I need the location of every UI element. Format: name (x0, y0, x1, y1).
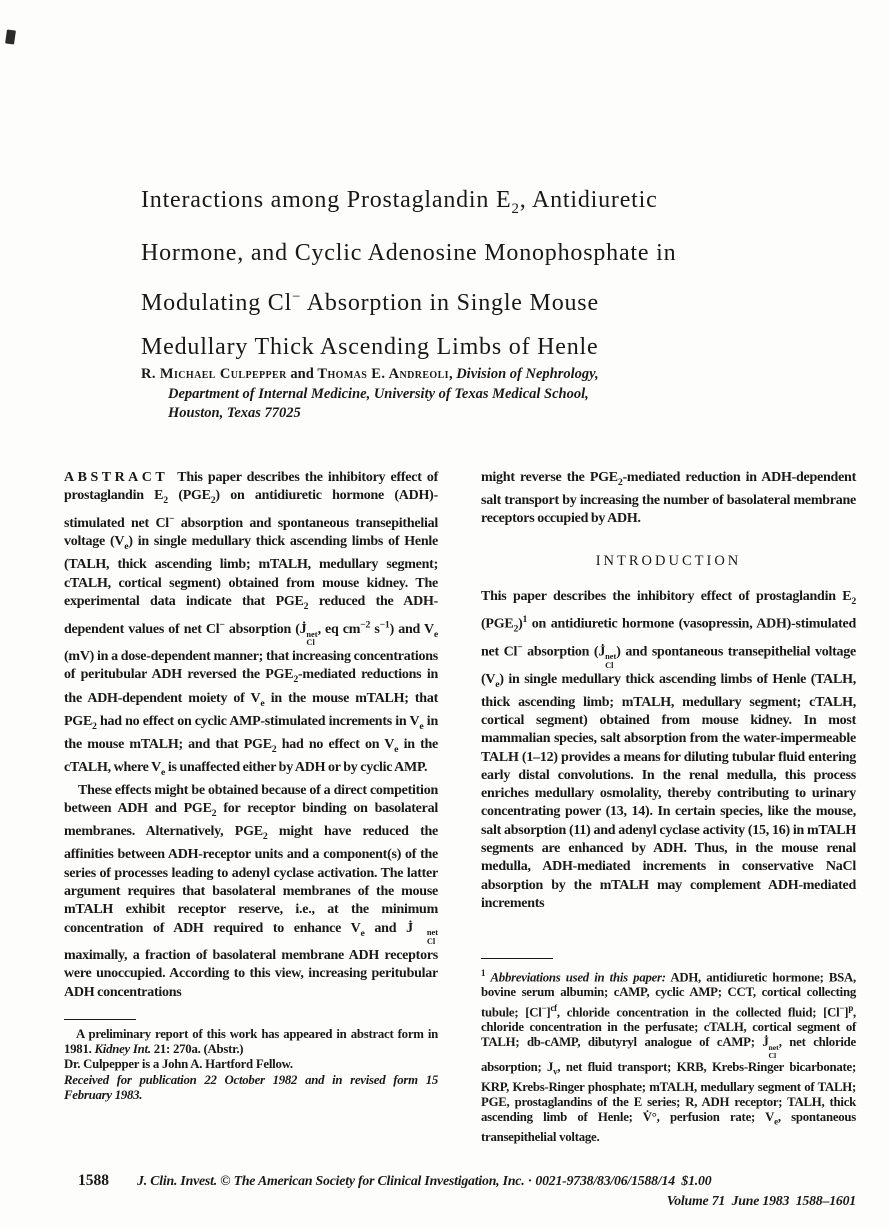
left-column (64, 469, 438, 1002)
abbreviations-footnote-block (481, 958, 856, 1145)
footnote-fellowship: Dr. Culpepper is a John A. Hartford Fellow. (64, 1057, 293, 1072)
abstract-continuation: might reverse the $PGE_2$-mediated reduction in ADH-dependent salt transport by increasing the number of basolateral membrane receptors occupied by ADH. (481, 470, 856, 527)
author-line-2: Department of Internal Medicine, University of Texas Medical School, (168, 385, 589, 402)
title-line-1: Interactions among Prostaglandin $E_2$, Antidiuretic (141, 187, 658, 217)
page-footer (64, 1172, 856, 1209)
title-line-3: Modulating Cl− Absorption in Single Mouse (141, 288, 599, 316)
abstract-paragraph-2: These effects might be obtained because of a direct competition between ADH and $PGE_2$ for receptor binding on basolateral membranes. Alternatively, $PGE_2$ might have reduced the affinities between ADH-receptor units and a component(s) of the series of processes leading to adenyl cyclase activation. The latter argument requires that basolateral membranes of the mouse mTALH exhibit receptor reserve, i.e., at the minimum concentration of ADH required to enhance $V_e$ and J̇ net Cl maximally, a fraction of basolateral membrane ADH receptors were unoccupied. According to this view, increasing peritubular ADH concentrations (64, 782, 439, 1000)
title-line-4: Medullary Thick Ascending Limbs of Henle (141, 333, 599, 360)
left-footnote-block (64, 1019, 438, 1103)
right-column (481, 469, 856, 913)
author-block (141, 365, 821, 424)
abbreviations-footnote-text: $^1$ Abbreviations used in this paper: ADH, antidiuretic hormone; BSA, bovine serum albumin; cAMP, cyclic AMP; CCT, cortical collecting tubule; $[Cl^-]^{cf}$, chloride concentration in the collected fluid; $[Cl^-]^p$, chloride concentration in the perfusate; cTALH, cortical segment of TALH; db-cAMP, dibutyryl analogue of cAMP; J̇ net Cl , net chloride absorption; $J_v$, net fluid transport; KRB, Krebs-Ringer bicarbonate; KRP, Krebs-Ringer phosphate; mTALH, medullary segment of TALH; PGE, prostaglandins of the E series; R, ADH receptor; TALH, thick ascending limb of Henle; V̇°, perfusion rate; $V_e$, spontaneous transepithelial voltage. (481, 968, 856, 1144)
volume-info: Volume 71 June 1983 1588–1601 (666, 1193, 856, 1208)
abstract-text-1: This paper describes the inhibitory effect of prostaglandin $E_2$ $(PGE_2)$ on antidiuretic hormone (ADH)-stimulated net Cl− absorption and spontaneous transepithelial voltage $(V_e)$ in single medullary thick ascending limbs of Henle (TALH, thick ascending limb; mTALH, medullary segment; cTALH, cortical segment) obtained from mouse kidney. The experimental data indicate that $PGE_2$ reduced the ADH-dependent values of net Cl− absorption (J̇ net Cl , eq $cm^{-2}$ $s^{-1}$) and $V_e$ (mV) in a dose-dependent manner; that increasing concentrations of peritubular ADH reversed the $PGE_2$-mediated reductions in the ADH-dependent moiety of $V_e$ in the mouse mTALH; that $PGE_2$ had no effect on cyclic AMP-stimulated increments in $V_e$ in the mouse mTALH; and that $PGE_2$ had no effect on $V_e$ in the cTALH, where $V_e$ is unaffected either by ADH or by cyclic AMP. (64, 470, 439, 778)
footnote-separator-rule (64, 1019, 136, 1020)
author-line-3: Houston, Texas 77025 (168, 405, 301, 421)
footnote-separator-rule (481, 958, 553, 959)
article-title-block (141, 178, 841, 369)
scan-artifact (5, 29, 16, 44)
journal-credit: J. Clin. Invest. © The American Society for Clinical Investigation, Inc. · 0021-9738/83/06/1588/14 $1.00 (137, 1173, 712, 1188)
footnote-preliminary-report: A preliminary report of this work has appeared in abstract form in 1981. Kidney Int. 21: 270a. (Abstr.) (64, 1027, 438, 1057)
abstract-label: ABSTRACT (64, 470, 169, 485)
abstract-paragraph-1 (64, 469, 438, 782)
footer-credit-line (64, 1172, 856, 1190)
introduction-paragraph: This paper describes the inhibitory effect of prostaglandin $E_2$ $(PGE_2)^1$ on antidiuretic hormone (vasopressin, ADH)-stimulated net Cl− absorption (J̇ net Cl ) and spontaneous transepithelial voltage $(V_e)$ in single medullary thick ascending limbs of Henle (TALH, thick ascending limb; mTALH, medullary segment; cTALH, cortical segment) obtained from mouse kidney. In most mammalian species, salt absorption from the water-impermeable TALH (1–12) provides a means for diluting tubular fluid entering early distal convolutions. In the renal medulla, this process enriches medullary osmolality, thereby contributing to urinary concentrating power (13, 14). In certain species, like the mouse, salt absorption (11) and adenyl cyclase activity (15, 16) in mTALH segments are enhanced by ADH. Thus, in the mouse renal medulla, ADH-mediated increments in conservative NaCl absorption by the mTALH may complement ADH-mediated increments (481, 588, 857, 911)
footnote-received-dates: Received for publication 22 October 1982 and in revised form 15 February 1983. (64, 1072, 438, 1102)
title-line-2: Hormone, and Cyclic Adenosine Monophosphate in (141, 239, 677, 266)
page-number: 1588 (78, 1172, 109, 1189)
introduction-heading: INTRODUCTION (595, 552, 742, 569)
author-line-1: R. Michael Culpepper and Thomas E. Andreoli, Division of Nephrology, (141, 366, 599, 382)
